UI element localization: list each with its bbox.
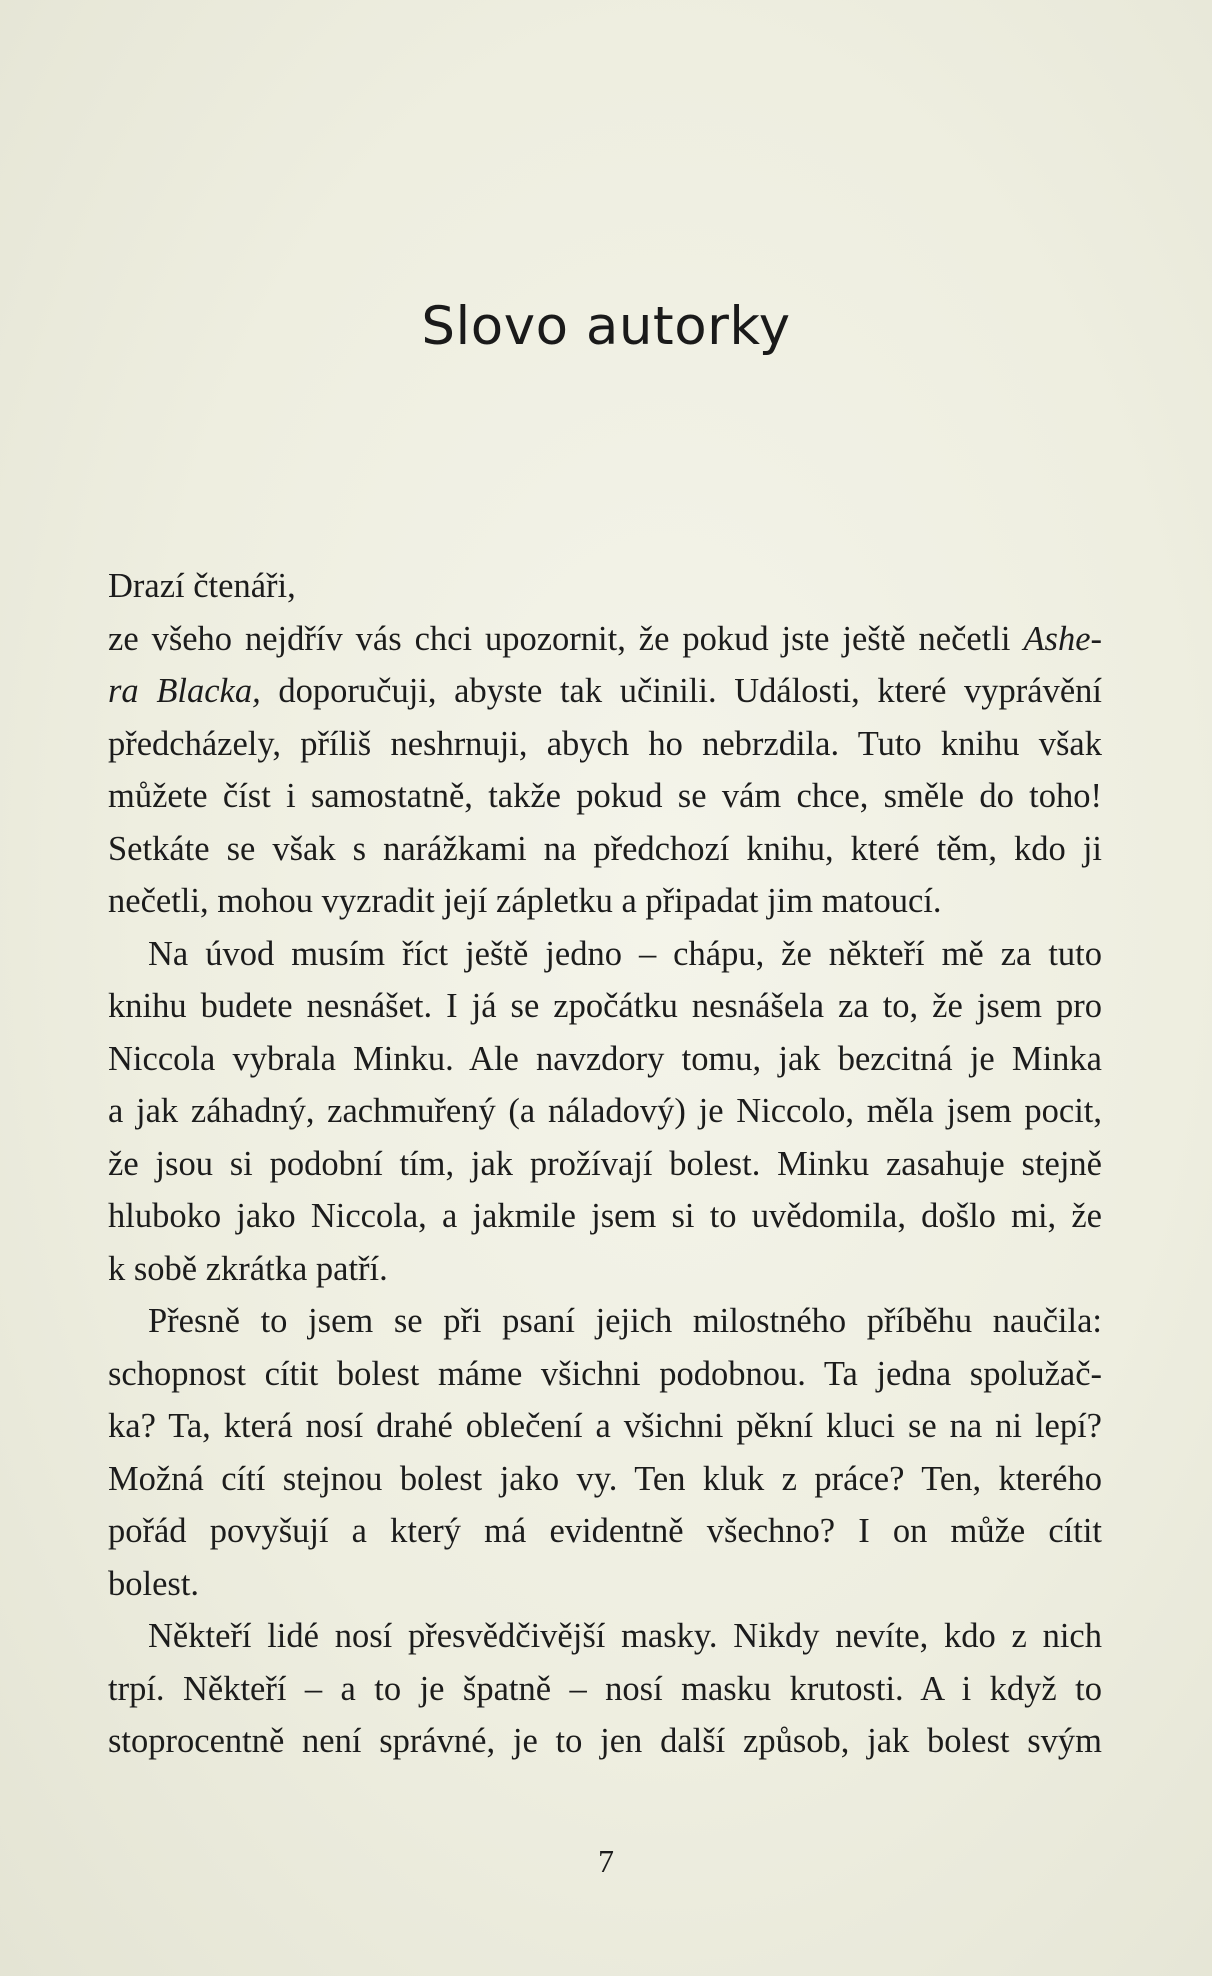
text-line: stoprocentně není správné, je to jen další způsob, jak bolest svým (108, 1722, 1102, 1760)
text-line: Niccola vybrala Minku. Ale navzdory tomu, jak bezcitná je Minka (108, 1039, 1102, 1078)
salutation: Drazí čtenáři, (108, 567, 296, 605)
chapter-title: Slovo autorky (421, 296, 791, 357)
text-line: ka? Ta, která nosí drahé oblečení a všichni pěkní kluci se na ni lepí? (108, 1407, 1102, 1445)
text-line: hluboko jako Niccola, a jakmile jsem si to uvědomila, došlo mi, že (108, 1197, 1102, 1235)
text-line: Někteří lidé nosí přesvědčivější masky. Nikdy nevíte, kdo z nich (148, 1617, 1102, 1655)
text-line: ze všeho nejdřív vás chci upozornit, že pokud jste ještě nečetli Ashe- (108, 619, 1102, 658)
text-line: knihu budete nesnášet. I já se zpočátku nesnášela za to, že jsem pro (108, 987, 1102, 1025)
text-line: trpí. Někteří – a to je špatně – nosí masku krutosti. A i když to (108, 1669, 1102, 1708)
text-line: k sobě zkrátka patří. (108, 1249, 388, 1288)
text-line: ra Blacka, doporučuji, abyste tak učinili. Události, které vyprávění (108, 672, 1102, 710)
text-line: předcházely, příliš neshrnuji, abych ho nebrzdila. Tuto knihu však (108, 724, 1102, 763)
text-line: schopnost cítit bolest máme všichni podobnou. Ta jedna spolužač- (108, 1354, 1102, 1393)
paragraph-3 (108, 1295, 1102, 1610)
text-line: Přesně to jsem se při psaní jejich milostného příběhu naučila: (148, 1302, 1102, 1340)
body-text (108, 560, 1102, 1768)
text-line: bolest. (108, 1564, 200, 1603)
text-line: Na úvod musím říct ještě jedno – chápu, že někteří mě za tuto (148, 934, 1102, 973)
text-line: pořád povyšují a který má evidentně všechno? I on může cítit (108, 1512, 1102, 1550)
text-line: nečetli, mohou vyzradit její zápletku a připadat jim matoucí. (108, 882, 942, 920)
paragraph-1 (108, 613, 1102, 928)
text-line: a jak záhadný, zachmuřený (a náladový) je Niccolo, měla jsem pocit, (108, 1092, 1102, 1130)
text-line: Setkáte se však s narážkami na předchozí knihu, které těm, kdo ji (108, 829, 1102, 868)
text-line: že jsou si podobní tím, jak prožívají bolest. Minku zasahuje stejně (108, 1144, 1102, 1183)
page-number: 7 (598, 1843, 614, 1879)
text-line: Možná cítí stejnou bolest jako vy. Ten kluk z práce? Ten, kterého (108, 1459, 1102, 1498)
paragraph-4 (108, 1610, 1102, 1768)
text-line: můžete číst i samostatně, takže pokud se vám chce, směle do toho! (108, 777, 1102, 815)
paragraph-2 (108, 928, 1102, 1296)
